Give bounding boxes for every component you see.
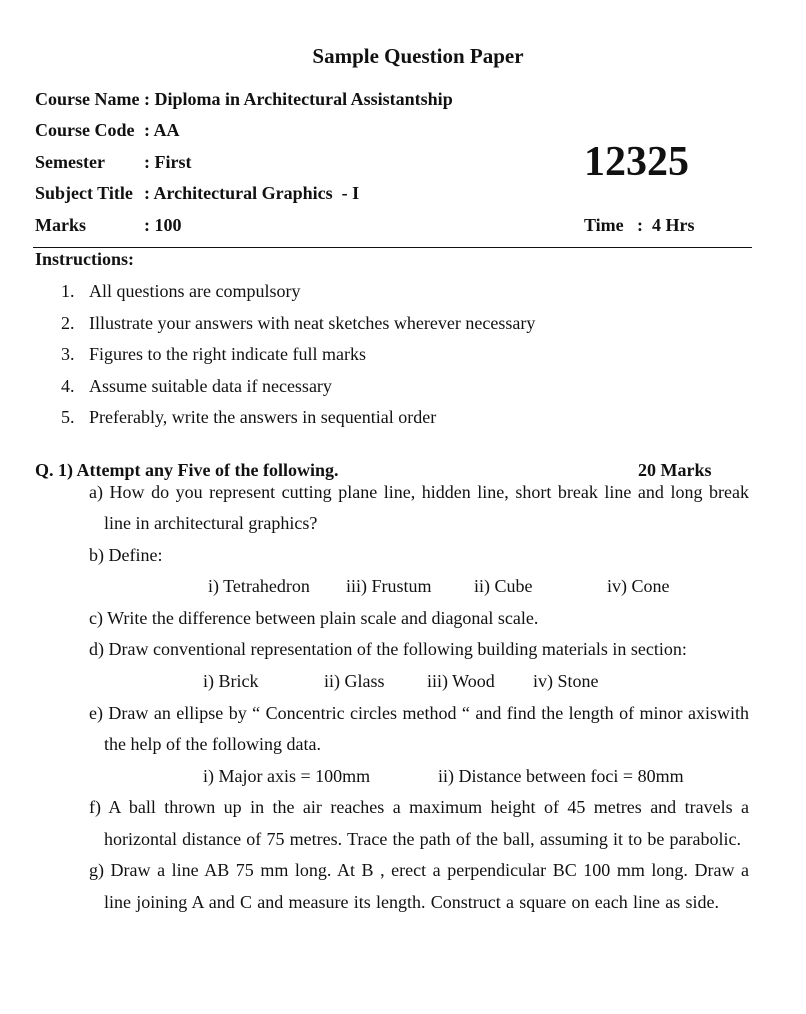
question-c: c) Write the difference between plain scale and diagonal scale. <box>89 608 539 628</box>
question-b-option: iii) Frustum <box>346 576 432 596</box>
question-e-line2: the help of the following data. <box>104 734 321 754</box>
question-b: b) Define: <box>89 545 163 565</box>
question-b-option: ii) Cube <box>474 576 533 596</box>
question-g-line2: line joining A and C and measure its length. Construct a square on each line as side. <box>104 892 719 912</box>
time-value: : 4 Hrs <box>637 215 695 235</box>
instruction-text: Illustrate your answers with neat sketches wherever necessary <box>89 313 536 333</box>
marks-label: Marks <box>35 215 86 235</box>
question-e-line1: e) Draw an ellipse by “ Concentric circles method “ and find the length of minor axiswith <box>89 703 749 723</box>
instruction-number: 5. <box>61 407 75 427</box>
instructions-heading: Instructions: <box>35 249 135 269</box>
semester-label: Semester <box>35 152 105 172</box>
question-b-option: i) Tetrahedron <box>208 576 310 596</box>
question-a-line2: line in architectural graphics? <box>104 513 318 533</box>
subject-title-value: : Architectural Graphics - I <box>144 183 360 203</box>
question-a-line1: a) How do you represent cutting plane line, hidden line, short break line and long break <box>89 482 749 502</box>
instruction-number: 3. <box>61 344 75 364</box>
page-title: Sample Question Paper <box>312 44 524 68</box>
instruction-number: 4. <box>61 376 75 396</box>
question-b-option: iv) Cone <box>607 576 670 596</box>
course-code-label: Course Code <box>35 120 135 140</box>
question-e-option: i) Major axis = 100mm <box>203 766 371 786</box>
question-d: d) Draw conventional representation of the following building materials in section: <box>89 639 687 659</box>
course-name-value: : Diploma in Architectural Assistantship <box>144 89 453 109</box>
course-name-label: Course Name <box>35 89 140 109</box>
instruction-text: Assume suitable data if necessary <box>89 376 332 396</box>
header-divider <box>33 247 752 248</box>
semester-value: : First <box>144 152 192 172</box>
question-d-option: ii) Glass <box>324 671 385 691</box>
instruction-text: Preferably, write the answers in sequential order <box>89 407 437 427</box>
course-code-value: : AA <box>144 120 180 140</box>
question-d-option: iv) Stone <box>533 671 599 691</box>
question-heading: Q. 1) Attempt any Five of the following. <box>35 460 339 480</box>
question-g-line1: g) Draw a line AB 75 mm long. At B , erect a perpendicular BC 100 mm long. Draw a <box>89 860 749 880</box>
marks-value: : 100 <box>144 215 182 235</box>
subject-title-label: Subject Title <box>35 183 133 203</box>
instruction-number: 2. <box>61 313 75 333</box>
question-d-option: iii) Wood <box>427 671 495 691</box>
question-f-line2: horizontal distance of 75 metres. Trace the path of the ball, assuming it to be parabolic. <box>104 829 741 849</box>
time-label: Time <box>584 215 624 235</box>
question-marks: 20 Marks <box>638 460 712 480</box>
question-f-line1: f) A ball thrown up in the air reaches a maximum height of 45 metres and travels a <box>89 797 749 817</box>
instruction-text: All questions are compulsory <box>89 281 301 301</box>
instruction-text: Figures to the right indicate full marks <box>89 344 366 364</box>
instruction-number: 1. <box>61 281 75 301</box>
question-e-option: ii) Distance between foci = 80mm <box>438 766 684 786</box>
question-d-option: i) Brick <box>203 671 259 691</box>
paper-code: 12325 <box>584 139 689 185</box>
